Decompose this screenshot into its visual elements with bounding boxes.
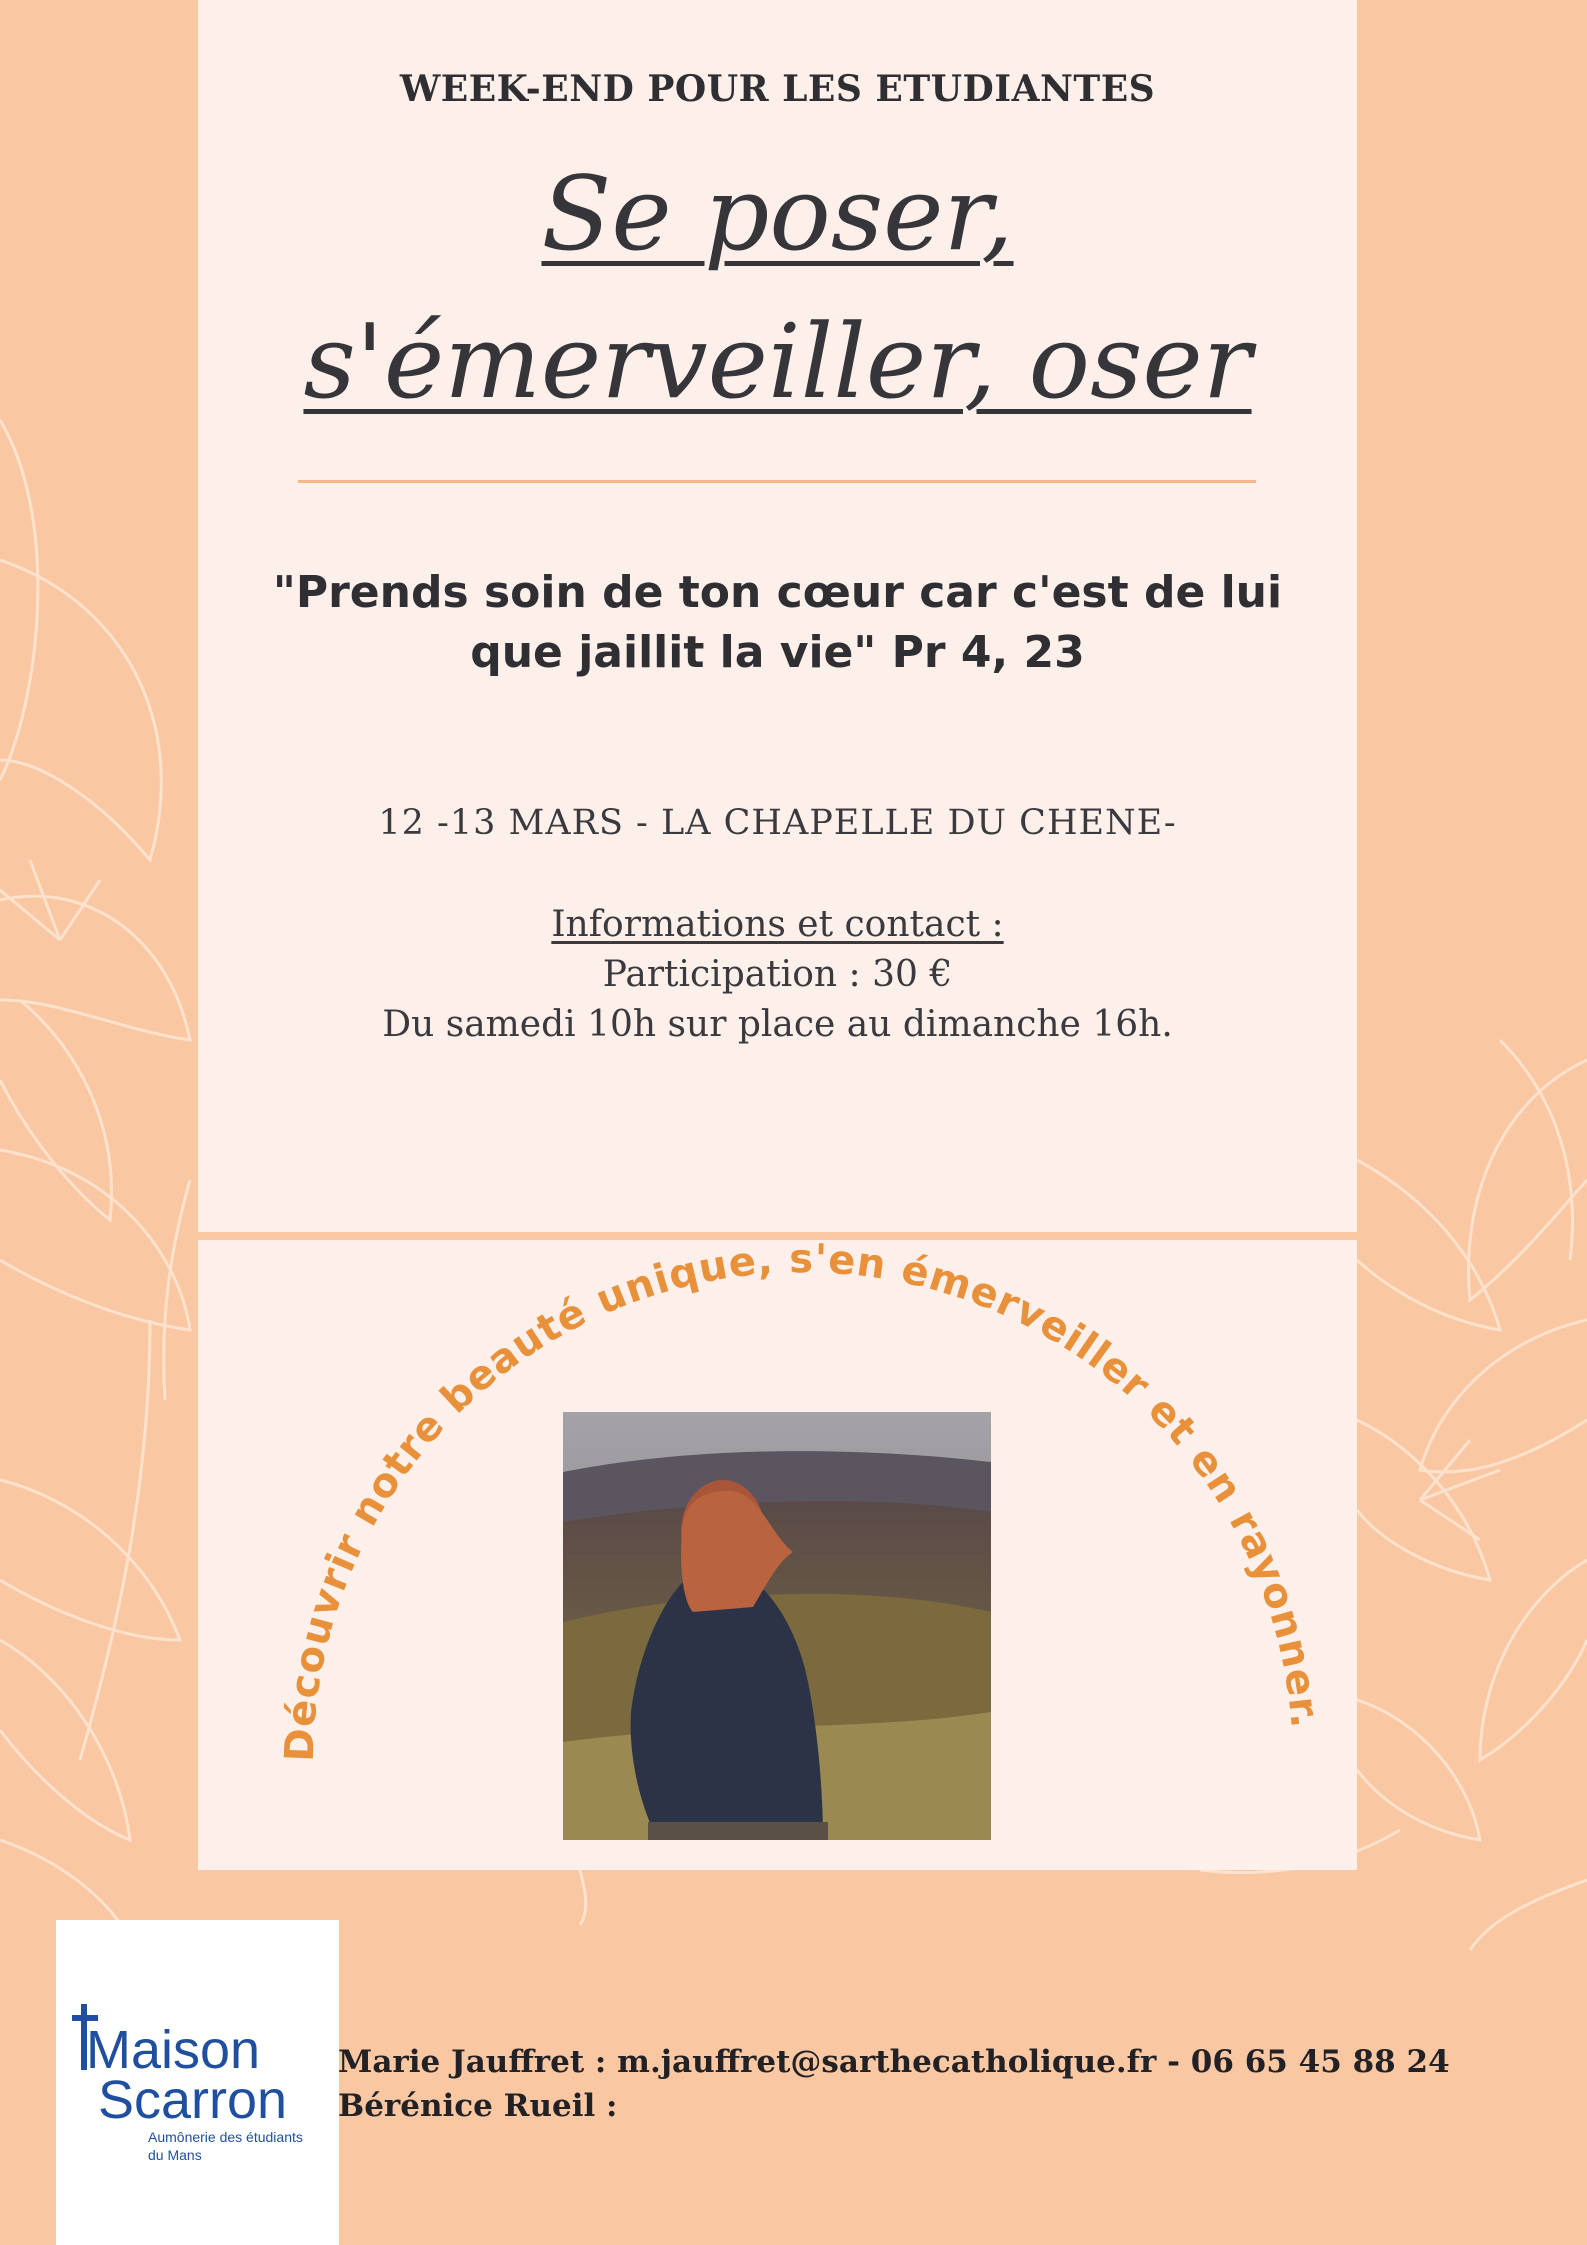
info-heading: Informations et contact : [551,904,1004,945]
title-line-1: Se poser, [541,155,1014,274]
logo-tagline-line-2: du Mans [148,2147,202,2163]
contact-marie: Marie Jauffret : m.jauffret@sarthecatholique.fr - 06 65 45 88 24 [338,2044,1450,2080]
arc-caption-text: Découvrir notre beauté unique, s'en émerveiller et en rayonner. [276,1240,1328,1763]
schedule: Du samedi 10h sur place au dimanche 16h. [382,1004,1173,1045]
event-kicker: WEEK-END POUR LES ETUDIANTES [399,68,1156,110]
logo-name-line-2: Scarron [98,2070,288,2130]
contact-berenice: Bérénice Rueil : [338,2088,618,2124]
contact-details [338,2040,1450,2128]
maison-scarron-logo [56,1920,339,2245]
quote-line-1: "Prends soin de ton cœur car c'est de lui [272,567,1283,618]
logo-name-line-1: Maison [86,2020,261,2080]
title-line-2: s'émerveiller, oser [303,303,1252,422]
logo-tagline-line-1: Aumônerie des étudiants [148,2129,303,2145]
quote-line-2: que jaillit la vie" Pr 4, 23 [470,627,1085,678]
divider-rule [298,480,1256,483]
dates-and-place: 12 -13 MARS - LA CHAPELLE DU CHENE- [378,803,1177,843]
participation-fee: Participation : 30 € [602,954,953,995]
woman-landscape-photo [563,1412,991,1840]
bible-quote [198,563,1357,683]
